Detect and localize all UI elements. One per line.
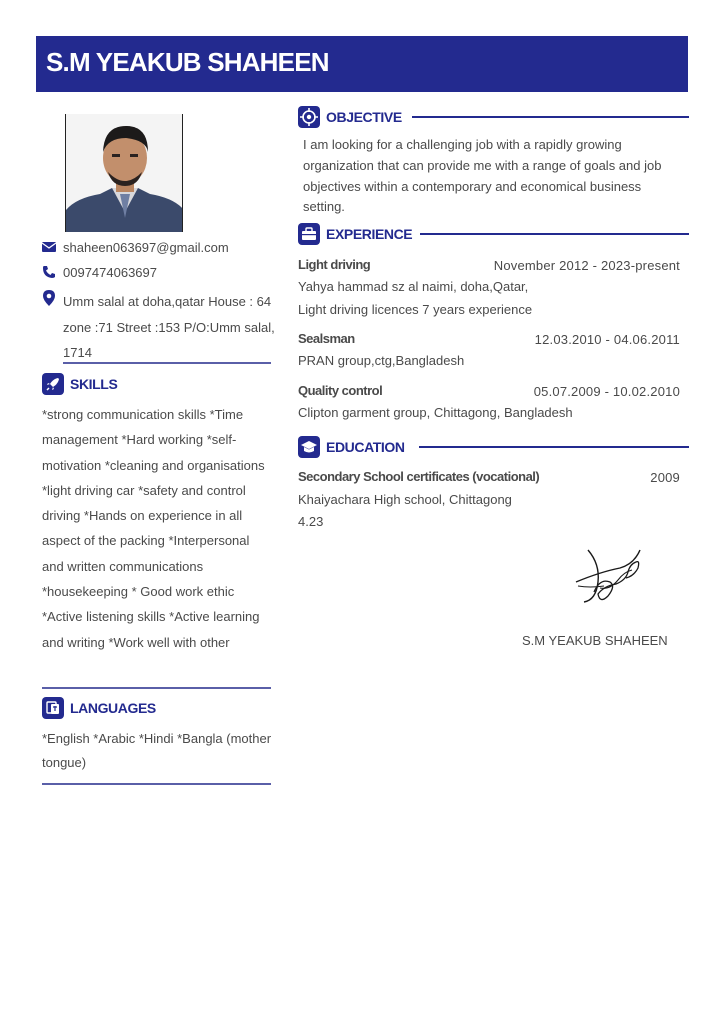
portrait-image: [66, 114, 183, 232]
languages-divider: [42, 783, 271, 785]
education-item-date: 2009: [650, 470, 680, 485]
objective-text: I am looking for a challenging job with a rapidly growing organization that can provide me with a range of goals and job objectives within a contemporary and economical business setting.: [303, 137, 662, 215]
experience-item-employer: Yahya hammad sz al naimi, doha,Qatar,: [298, 279, 529, 294]
experience-item-date: November 2012 - 2023-present: [493, 258, 680, 273]
graduation-cap-icon: [298, 436, 320, 458]
education-title: EDUCATION: [326, 439, 405, 455]
experience-item-title: Light driving: [298, 257, 371, 272]
contact-divider: [63, 362, 271, 364]
skills-text: *strong communication skills *Time management *Hard working *self-motivation *cleaning and organisations *light driving car *safety and control driving *Hands on experience in all aspect of the packing *Interpersonal and written communications *housekeeping * Good work ethic *Active listening skills *Active learning and writing *Work well with other: [42, 407, 265, 650]
languages-text: *English *Arabic *Hindi *Bangla (mother tongue): [42, 731, 272, 770]
translate-icon: [42, 697, 64, 719]
experience-item-title: Quality control: [298, 383, 383, 398]
profile-photo: [65, 114, 183, 232]
signature-name: S.M YEAKUB SHAHEEN: [522, 633, 668, 648]
education-item-title: Secondary School certificates (vocational): [298, 469, 540, 484]
map-pin-icon: [42, 290, 58, 306]
experience-item-detail: Light driving licences 7 years experience: [298, 302, 533, 317]
email-text: shaheen063697@gmail.com: [63, 240, 229, 255]
experience-title: EXPERIENCE: [326, 226, 413, 242]
objective-title: OBJECTIVE: [326, 109, 402, 125]
rocket-icon: [42, 373, 64, 395]
skills-divider: [42, 687, 271, 689]
education-heading: [298, 436, 689, 460]
address-text: Umm salal at doha,qatar House : 64 zone :71 Street :153 P/O:Umm salal, 1714: [63, 294, 275, 360]
experience-item-title: Sealsman: [298, 331, 355, 346]
experience-heading-rule: [420, 233, 689, 235]
experience-item-date: 12.03.2010 - 04.06.2011: [534, 332, 680, 347]
handwritten-signature: [570, 542, 650, 608]
experience-heading: [298, 223, 689, 247]
phone-icon: [42, 265, 58, 281]
briefcase-icon: [298, 223, 320, 245]
languages-heading: [42, 697, 272, 721]
objective-heading: [298, 106, 689, 130]
phone-text: 0097474063697: [63, 265, 157, 280]
education-heading-rule: [419, 446, 689, 448]
envelope-icon: [42, 240, 58, 256]
resume-name: S.M YEAKUB SHAHEEN: [46, 47, 329, 77]
skills-title: SKILLS: [70, 376, 118, 392]
target-icon: [298, 106, 320, 128]
experience-item-employer: Clipton garment group, Chittagong, Bangladesh: [298, 405, 573, 420]
header-banner: [36, 36, 688, 92]
skills-heading: [42, 373, 272, 397]
objective-heading-rule: [412, 116, 689, 118]
languages-title: LANGUAGES: [70, 700, 156, 716]
experience-item-employer: PRAN group,ctg,Bangladesh: [298, 353, 465, 368]
education-item-grade: 4.23: [298, 514, 324, 529]
experience-item-date: 05.07.2009 - 10.02.2010: [533, 384, 680, 399]
education-item-school: Khaiyachara High school, Chittagong: [298, 492, 512, 507]
